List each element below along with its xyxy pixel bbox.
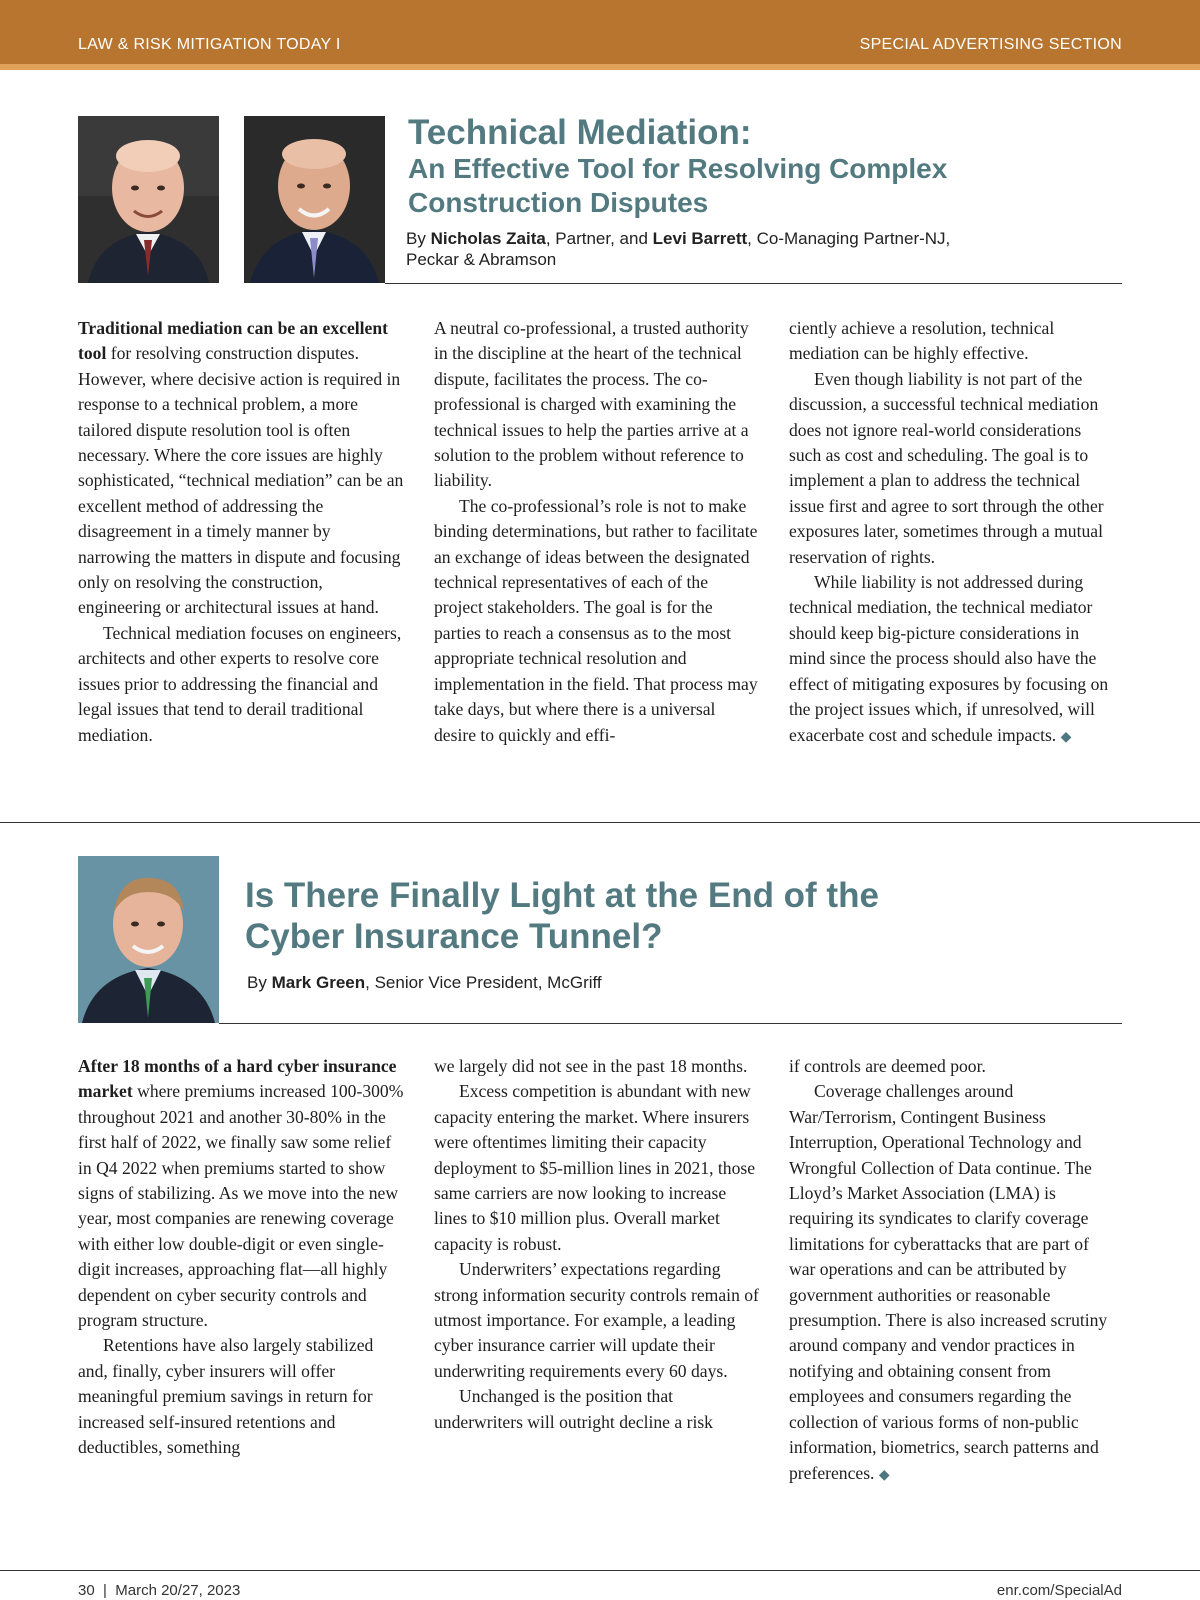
article1-header-rule bbox=[385, 283, 1122, 284]
article-divider bbox=[0, 822, 1200, 823]
article2-paragraph: if controls are deemed poor. bbox=[789, 1056, 986, 1076]
article2-column-2 bbox=[434, 1054, 760, 1435]
article1-paragraph: A neutral co-professional, a trusted authority in the discipline at the heart of the technical dispute, facilitates the process. The co-professional is charged with examining the technical issues to help the parties arrive at a solution to the problem without reference to liability. bbox=[434, 318, 749, 491]
footer-rule bbox=[0, 1570, 1200, 1571]
article1-paragraph: ciently achieve a resolution, technical mediation can be highly effective. bbox=[789, 318, 1055, 364]
article2-byline: By Mark Green, Senior Vice President, McGriff bbox=[247, 973, 602, 992]
article2-paragraph: Coverage challenges around War/Terrorism, Contingent Business Interruption, Operational Technology and Wrongful Collection of Data continue. The Lloyd’s Market Association (LMA) is requiring its syndicates to clarify coverage limitations for cyberattacks that are part of war operations and can be attributed by government authorities or reasonable presumption. There is also increased scrutiny around company and vendor practices in notifying and obtaining consent from employees and consumers regarding the collection of various forms of non-public information, biometrics, search patterns and preferences. ◆ bbox=[789, 1081, 1108, 1483]
article1-column-3 bbox=[789, 316, 1115, 750]
article2-paragraph: Unchanged is the position that underwriters will outright decline a risk bbox=[434, 1386, 713, 1432]
advertising-label: SPECIAL ADVERTISING SECTION bbox=[859, 36, 1122, 53]
end-mark-icon: ◆ bbox=[878, 1467, 890, 1483]
page-footer bbox=[78, 1582, 1122, 1599]
article2-paragraph: we largely did not see in the past 18 months. bbox=[434, 1056, 748, 1076]
article1-paragraph: While liability is not addressed during technical mediation, the technical mediator should keep big-picture considerations in mind since the process should also have the effect of mitigating exposures by focusing on the project issues which, if unresolved, will exacerbate cost and schedule impacts. ◆ bbox=[789, 572, 1109, 745]
article1-column-2 bbox=[434, 316, 760, 748]
section-title: LAW & RISK MITIGATION TODAY I bbox=[78, 36, 341, 53]
page-number-date: 30 | March 20/27, 2023 bbox=[78, 1582, 241, 1599]
article2-paragraph: After 18 months of a hard cyber insurance market where premiums increased 100-300% throughout 2021 and another 30-80% in the first half of 2022, we finally saw some relief in Q4 2022 when premiums started to show signs of stabilizing. As we move into the new year, most companies are renewing coverage with either low double-digit or even single-digit increases, approaching flat—all highly dependent on cyber security controls and program structure. bbox=[78, 1056, 404, 1331]
top-banner bbox=[0, 0, 1200, 70]
article2-title-line1: Is There Finally Light at the End of the bbox=[245, 876, 879, 915]
author-name-mark-green: Mark Green bbox=[271, 973, 366, 992]
author-name-levi-barrett: Levi Barrett bbox=[652, 229, 748, 248]
article1-subtitle-line1: An Effective Tool for Resolving Complex bbox=[408, 153, 948, 184]
author-photo-mark-green bbox=[78, 856, 219, 1023]
article1-title: Technical Mediation: bbox=[408, 113, 752, 152]
author-photo-nicholas-zaita bbox=[78, 116, 219, 283]
article1-byline: By Nicholas Zaita, Partner, and Levi Barrett, Co-Managing Partner-NJ, Peckar & Abramson bbox=[406, 229, 951, 269]
footer-url[interactable]: enr.com/SpecialAd bbox=[996, 1582, 1122, 1599]
article1-paragraph: Technical mediation focuses on engineers, architects and other experts to resolve core issues prior to addressing the financial and legal issues that tend to derail traditional mediation. bbox=[78, 622, 402, 745]
article2-paragraph: Underwriters’ expectations regarding strong information security controls remain of utmost importance. For example, a leading cyber insurance carrier will update their underwriting requirements every 60 days. bbox=[434, 1259, 759, 1381]
article2-column-3 bbox=[789, 1054, 1115, 1488]
article2-column-1 bbox=[78, 1054, 404, 1461]
article1-paragraph: The co-professional’s role is not to make binding determinations, but rather to facilitate an exchange of ideas between the designated technical representatives of each of the project stakeholders. The goal is for the parties to reach a consensus as to the most appropriate technical resolution and implementation in the field. That process may take days, but where there is a universal desire to quickly and effi- bbox=[434, 495, 758, 745]
author-photo-levi-barrett bbox=[244, 116, 385, 283]
article1-paragraph: Even though liability is not part of the discussion, a successful technical mediation does not ignore real-world considerations such as cost and scheduling. The goal is to implement a plan to address the technical issue first and agree to sort through the other exposures later, sometimes through a mutual reservation of rights. bbox=[789, 368, 1104, 567]
article1-subtitle-line2: Construction Disputes bbox=[408, 187, 709, 218]
article1-paragraph: Traditional mediation can be an excellent tool for resolving construction disputes. However, where decisive action is required in response to a technical problem, a more tailored dispute resolution tool is often necessary. Where the core issues are highly sophisticated, “technical mediation” can be an excellent method of addressing the disagreement in a timely manner by narrowing the matters in dispute and focusing only on resolving the construction, engineering or architectural issues at hand. bbox=[78, 318, 404, 618]
firm-name: Peckar & Abramson bbox=[406, 250, 557, 269]
end-mark-icon: ◆ bbox=[1060, 729, 1072, 745]
article2-paragraph: Excess competition is abundant with new capacity entering the market. Where insurers were oftentimes limiting their capacity deployment to $5-million lines in 2021, those same carriers are now looking to increase lines to $10 million plus. Overall market capacity is robust. bbox=[434, 1081, 756, 1254]
article2-paragraph: Retentions have also largely stabilized and, finally, cyber insurers will offer meaningful premium savings in return for increased self-insured retentions and deductibles, something bbox=[78, 1335, 374, 1458]
article2-header-rule bbox=[219, 1023, 1122, 1024]
article1-column-1 bbox=[78, 316, 404, 748]
author-name-nicholas-zaita: Nicholas Zaita bbox=[430, 229, 546, 248]
article2-title-line2: Cyber Insurance Tunnel? bbox=[245, 917, 663, 956]
